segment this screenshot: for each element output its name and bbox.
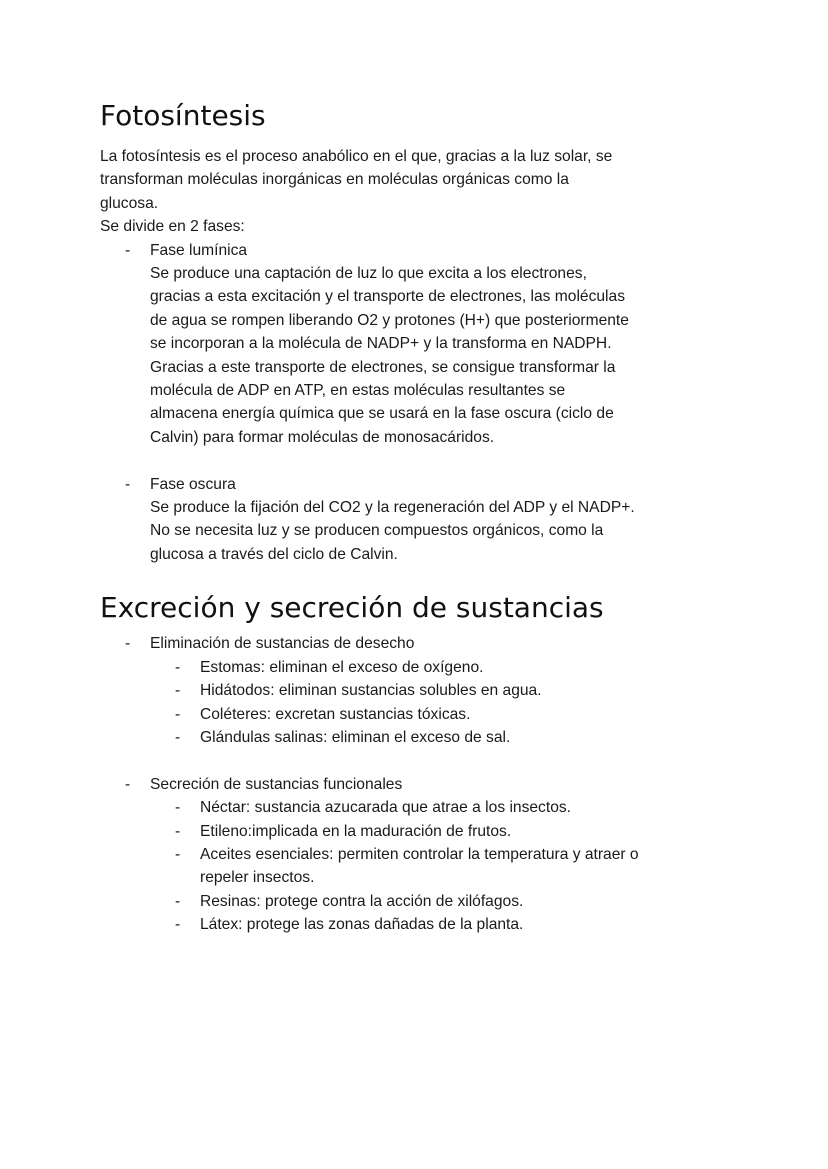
phase-line: Se produce la fijación del CO2 y la regeneración del ADP y el NADP+. <box>150 499 635 517</box>
section-title-fotosintesis: Fotosíntesis <box>100 99 266 132</box>
intro-line: transforman moléculas inorgánicas en moléculas orgánicas como la <box>100 171 569 189</box>
item-line: Resinas: protege contra la acción de xilófagos. <box>200 892 524 910</box>
list-bullet: - <box>175 845 181 863</box>
group-items <box>150 656 740 750</box>
phase-line: Se produce una captación de luz lo que excita a los electrones, <box>150 265 587 283</box>
list-bullet: - <box>175 916 181 934</box>
list-item <box>150 843 740 890</box>
phase-item-luminica <box>100 239 740 450</box>
list-item <box>150 796 740 819</box>
phase-name: Fase oscura <box>150 475 236 493</box>
list-bullet: - <box>175 822 181 840</box>
list-bullet: - <box>175 892 181 910</box>
document-page <box>100 98 740 937</box>
item-line: Látex: protege las zonas dañadas de la planta. <box>200 916 524 934</box>
group-items <box>150 796 740 936</box>
list-bullet: - <box>175 705 181 723</box>
list-item <box>150 726 740 749</box>
list-item <box>150 913 740 936</box>
blank-line <box>100 449 740 472</box>
item-line: Estomas: eliminan el exceso de oxígeno. <box>200 658 484 676</box>
phase-line: gracias a esta excitación y el transporte de electrones, las moléculas <box>150 288 625 306</box>
list-bullet: - <box>125 775 131 793</box>
excretion-groups <box>100 632 740 936</box>
item-line: Coléteres: excretan sustancias tóxicas. <box>200 705 471 723</box>
list-bullet: - <box>125 241 131 259</box>
item-line: repeler insectos. <box>200 869 315 887</box>
item-line: Néctar: sustancia azucarada que atrae a los insectos. <box>200 799 571 817</box>
group-label: Eliminación de sustancias de desecho <box>150 635 415 653</box>
item-line: Aceites esenciales: permiten controlar la temperatura y atraer o <box>200 845 639 863</box>
group-secrecion <box>100 773 740 937</box>
item-line: Hidátodos: eliminan sustancias solubles en agua. <box>200 682 542 700</box>
phase-line: molécula de ADP en ATP, en estas moléculas resultantes se <box>150 382 566 400</box>
intro-line: La fotosíntesis es el proceso anabólico en el que, gracias a la luz solar, se <box>100 148 613 165</box>
phase-item-oscura <box>100 473 740 567</box>
phase-line: se incorporan a la molécula de NADP+ y la transforma en NADPH. <box>150 335 612 353</box>
list-item <box>150 890 740 913</box>
phase-line: No se necesita luz y se producen compuestos orgánicos, como la <box>150 522 604 540</box>
group-label: Secreción de sustancias funcionales <box>150 775 403 793</box>
list-item <box>150 820 740 843</box>
list-bullet: - <box>125 635 131 653</box>
phase-line: almacena energía química que se usará en la fase oscura (ciclo de <box>150 405 614 423</box>
phases-intro: Se divide en 2 fases: <box>100 218 245 236</box>
item-line: Glándulas salinas: eliminan el exceso de sal. <box>200 728 511 746</box>
item-line: Etileno:implicada en la maduración de frutos. <box>200 822 512 840</box>
list-bullet: - <box>175 799 181 817</box>
list-bullet: - <box>125 475 131 493</box>
intro-line: glucosa. <box>100 194 159 212</box>
list-bullet: - <box>175 658 181 676</box>
list-item <box>150 679 740 702</box>
phase-line: glucosa a través del ciclo de Calvin. <box>150 545 398 563</box>
blank-line <box>100 749 740 772</box>
list-bullet: - <box>175 682 181 700</box>
section-title-excrecion: Excreción y secreción de sustancias <box>100 591 604 625</box>
intro-paragraph <box>100 145 740 239</box>
phase-line: Gracias a este transporte de electrones, se consigue transformar la <box>150 358 616 376</box>
list-bullet: - <box>175 728 181 746</box>
phases-list <box>100 239 740 567</box>
phase-name: Fase lumínica <box>150 241 248 259</box>
group-eliminacion <box>100 632 740 749</box>
phase-line: Calvin) para formar moléculas de monosacáridos. <box>150 428 495 446</box>
list-item <box>150 703 740 726</box>
phase-line: de agua se rompen liberando O2 y protones (H+) que posteriormente <box>150 311 629 329</box>
list-item <box>150 656 740 679</box>
